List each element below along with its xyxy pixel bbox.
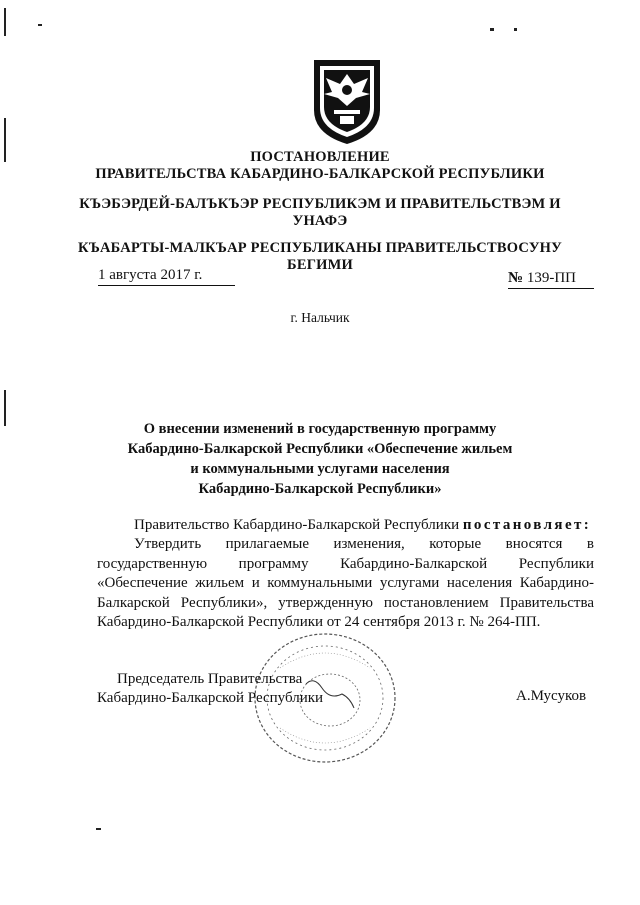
- signatory-name: А.Мусуков: [516, 688, 587, 704]
- decree-word: постановляет:: [462, 517, 592, 533]
- doc-type-heading: ПОСТАНОВЛЕНИЕ: [250, 149, 390, 165]
- authority-krc-line2: БЕГИМИ: [287, 257, 353, 273]
- decree-intro-text: Правительство Кабардино-Балкарской Республики: [134, 517, 463, 533]
- authority-ru: ПРАВИТЕЛЬСТВА КАБАРДИНО-БАЛКАРСКОЙ РЕСПУБЛИКИ: [95, 166, 545, 182]
- decree-text: Утвердить прилагаемые изменения, которые вносятся в государственную программу Кабардино-Балкарской Республики «Обеспечение жильем и коммунальными услугами населения Кабардино-Балкарской Республики», утвержденную постановлением Правительства Кабардино-Балкарской Республики от 24 сентября 2013 г. № 264-ПП.: [97, 536, 594, 631]
- scan-mark: [38, 24, 42, 26]
- title-line3: и коммунальными услугами населения: [190, 461, 450, 477]
- number-value: 139-ПП: [526, 270, 576, 286]
- number-sign: №: [508, 270, 524, 286]
- signature-position: [97, 670, 323, 708]
- document-number: [508, 270, 594, 289]
- authority-kbd-line2: УНАФЭ: [292, 213, 348, 229]
- decree-intro: [97, 516, 594, 536]
- scan-mark: [514, 28, 517, 31]
- authority-krc-line1: КЪАБАРТЫ-МАЛКЪАР РЕСПУБЛИКАНЫ ПРАВИТЕЛЬСТВОСУНУ: [78, 240, 562, 256]
- title-line4: Кабардино-Балкарской Республики»: [198, 481, 442, 497]
- scan-mark: [96, 828, 101, 830]
- title-line2: Кабардино-Балкарской Республики «Обеспечение жильем: [127, 441, 513, 457]
- document-date: 1 августа 2017 г.: [98, 267, 235, 286]
- city: г. Нальчик: [290, 310, 350, 325]
- title-line1: О внесении изменений в государственную программу: [143, 421, 497, 437]
- coat-of-arms-emblem: [310, 58, 384, 146]
- scan-mark: [490, 28, 494, 31]
- scan-mark: [4, 8, 6, 36]
- signature-position-line1: Председатель Правительства: [117, 671, 303, 687]
- signature-position-line2: Кабардино-Балкарской Республики: [97, 690, 324, 706]
- authority-kbd-line1: КЪЭБЭРДЕЙ-БАЛЪКЪЭР РЕСПУБЛИКЭМ И ПРАВИТЕЛЬСТВЭМ И: [79, 196, 561, 212]
